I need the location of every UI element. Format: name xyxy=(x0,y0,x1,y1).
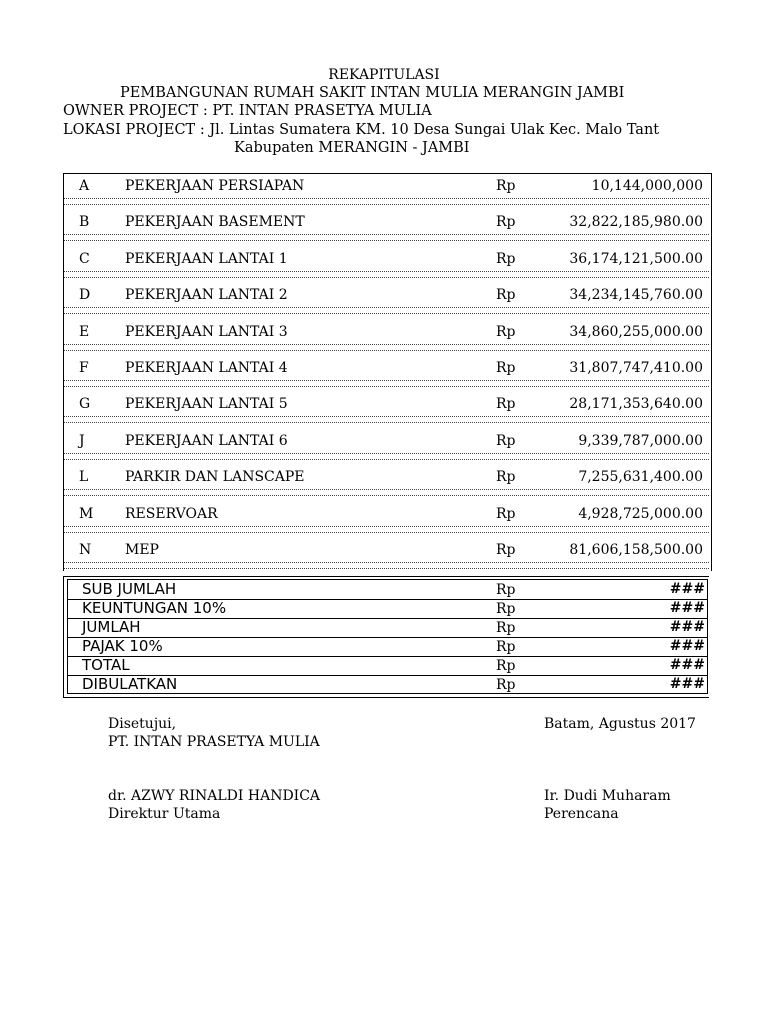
summary-currency: Rp xyxy=(496,582,516,598)
item-amount: 31,807,747,410.00 xyxy=(569,360,703,376)
item-code: J xyxy=(79,432,85,449)
row-separator xyxy=(64,416,709,417)
item-code: N xyxy=(79,542,92,558)
item-description: PEKERJAAN LANTAI 6 xyxy=(125,432,288,449)
summary-row xyxy=(68,637,707,657)
item-amount: 34,860,255,000.00 xyxy=(569,323,703,340)
item-amount: 9,339,787,000.00 xyxy=(578,432,703,449)
item-code: C xyxy=(79,250,90,267)
row-separator xyxy=(64,489,709,490)
item-row xyxy=(64,359,711,377)
item-amount: 10,144,000,000 xyxy=(591,178,703,194)
summary-row xyxy=(68,656,707,676)
item-currency: Rp xyxy=(496,360,516,376)
summary-label: TOTAL xyxy=(82,656,130,674)
planner-role: Perencana xyxy=(544,806,619,822)
row-separator xyxy=(64,198,709,199)
summary-value: ### xyxy=(669,638,705,654)
approver-name: dr. AZWY RINALDI HANDICA xyxy=(108,788,321,804)
summary-row xyxy=(68,599,707,619)
item-currency: Rp xyxy=(496,287,516,304)
row-separator xyxy=(64,568,709,569)
item-row xyxy=(64,177,711,195)
item-description: MEP xyxy=(125,542,159,558)
item-row xyxy=(64,213,711,231)
item-row xyxy=(64,541,711,559)
summary-currency: Rp xyxy=(496,639,516,655)
summary-inner-frame xyxy=(67,579,708,694)
item-description: PEKERJAAN LANTAI 4 xyxy=(125,360,288,376)
summary-value: ### xyxy=(669,581,705,597)
item-amount: 36,174,121,500.00 xyxy=(569,250,703,267)
summary-row xyxy=(68,580,707,600)
row-separator xyxy=(64,313,709,314)
summary-label: PAJAK 10% xyxy=(82,637,163,655)
row-separator xyxy=(64,459,709,460)
row-separator xyxy=(64,350,709,351)
row-separator xyxy=(64,495,709,496)
summary-label: DIBULATKAN xyxy=(82,675,178,693)
item-description: PEKERJAAN BASEMENT xyxy=(125,214,305,231)
item-code: G xyxy=(79,396,91,413)
summary-label: KEUNTUNGAN 10% xyxy=(82,599,227,617)
row-separator xyxy=(64,532,709,533)
item-currency: Rp xyxy=(496,432,516,449)
item-code: D xyxy=(79,287,91,304)
row-separator xyxy=(64,386,709,387)
row-separator xyxy=(64,307,709,308)
approver-role: Direktur Utama xyxy=(108,806,221,822)
row-separator xyxy=(64,240,709,241)
item-row xyxy=(64,250,711,268)
item-currency: Rp xyxy=(496,178,516,194)
item-code: F xyxy=(79,360,89,376)
item-currency: Rp xyxy=(496,542,516,558)
row-separator xyxy=(64,277,709,278)
row-separator xyxy=(64,453,709,454)
item-row xyxy=(64,432,711,450)
summary-row xyxy=(68,618,707,638)
item-description: PEKERJAAN LANTAI 5 xyxy=(125,396,288,413)
owner-project: OWNER PROJECT : PT. INTAN PRASETYA MULIA xyxy=(63,103,432,119)
row-separator xyxy=(64,562,709,563)
place-date: Batam, Agustus 2017 xyxy=(544,716,696,732)
item-row xyxy=(64,468,711,486)
summary-value: ### xyxy=(669,600,705,616)
items-table xyxy=(63,173,712,571)
item-currency: Rp xyxy=(496,396,516,413)
item-amount: 81,606,158,500.00 xyxy=(569,542,703,558)
row-separator xyxy=(64,234,709,235)
item-code: A xyxy=(79,178,90,194)
summary-currency: Rp xyxy=(496,601,516,617)
kabupaten: Kabupaten MERANGIN - JAMBI xyxy=(234,140,470,156)
summary-row xyxy=(68,675,707,694)
item-code: L xyxy=(79,469,89,486)
summary-currency: Rp xyxy=(496,677,516,693)
planner-name: Ir. Dudi Muharam xyxy=(544,788,671,804)
item-currency: Rp xyxy=(496,250,516,267)
item-row xyxy=(64,323,711,341)
summary-value: ### xyxy=(669,657,705,673)
item-code: E xyxy=(79,323,90,340)
row-separator xyxy=(64,271,709,272)
item-description: RESERVOAR xyxy=(125,505,218,522)
item-currency: Rp xyxy=(496,214,516,231)
item-code: B xyxy=(79,214,90,231)
document-title: REKAPITULASI xyxy=(328,67,440,83)
item-currency: Rp xyxy=(496,505,516,522)
summary-label: JUMLAH xyxy=(82,618,141,636)
row-separator xyxy=(64,526,709,527)
item-currency: Rp xyxy=(496,469,516,486)
item-description: PEKERJAAN PERSIAPAN xyxy=(125,178,305,194)
item-row xyxy=(64,395,711,413)
item-amount: 4,928,725,000.00 xyxy=(578,505,703,522)
row-separator xyxy=(64,344,709,345)
approved-label: Disetujui, xyxy=(108,716,177,732)
page-edge-mask xyxy=(709,576,768,776)
item-description: PEKERJAAN LANTAI 2 xyxy=(125,287,288,304)
summary-label: SUB JUMLAH xyxy=(82,580,177,598)
summary-currency: Rp xyxy=(496,658,516,674)
approver-company: PT. INTAN PRASETYA MULIA xyxy=(108,734,320,750)
item-description: PEKERJAAN LANTAI 1 xyxy=(125,250,288,267)
item-currency: Rp xyxy=(496,323,516,340)
item-description: PARKIR DAN LANSCAPE xyxy=(125,469,305,486)
item-description: PEKERJAAN LANTAI 3 xyxy=(125,323,288,340)
item-row xyxy=(64,505,711,523)
row-separator xyxy=(64,380,709,381)
summary-value: ### xyxy=(669,619,705,635)
item-amount: 34,234,145,760.00 xyxy=(569,287,703,304)
item-amount: 28,171,353,640.00 xyxy=(569,396,703,413)
lokasi-project: LOKASI PROJECT : Jl. Lintas Sumatera KM. 10 Desa Sungai Ulak Kec. Malo Tant xyxy=(63,122,660,138)
summary-currency: Rp xyxy=(496,620,516,636)
summary-value: ### xyxy=(669,676,705,692)
item-amount: 32,822,185,980.00 xyxy=(569,214,703,231)
item-amount: 7,255,631,400.00 xyxy=(578,469,703,486)
summary-table xyxy=(63,576,712,698)
item-code: M xyxy=(79,505,94,522)
document-subtitle: PEMBANGUNAN RUMAH SAKIT INTAN MULIA MERANGIN JAMBI xyxy=(120,85,625,101)
row-separator xyxy=(64,204,709,205)
item-row xyxy=(64,286,711,304)
row-separator xyxy=(64,422,709,423)
